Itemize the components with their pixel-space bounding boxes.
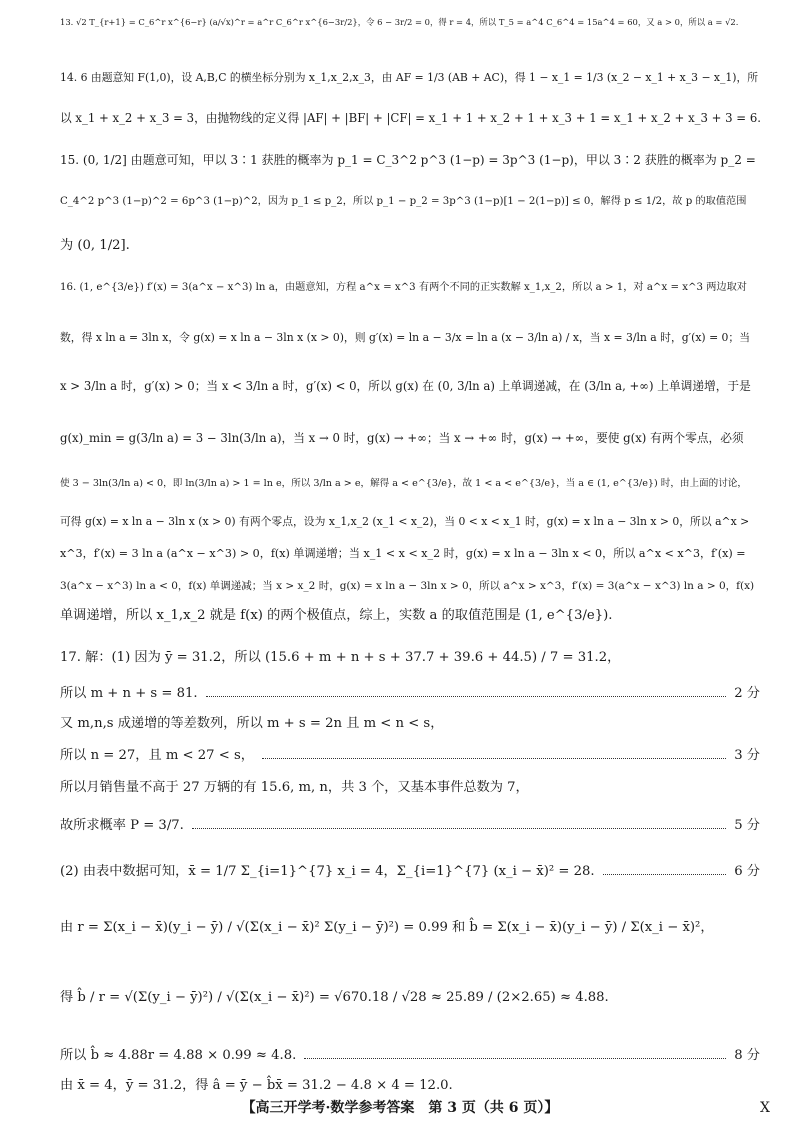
answer-16-line-4: g(x)_min = g(3/ln a) = 3 − 3ln(3/ln a)，当 x → 0 时，g(x) → +∞；当 x → +∞ 时，g(x) → +∞，要使 g(x) 有两个零点，必须 xyxy=(60,431,744,445)
answer-16-line-6: 可得 g(x) = x ln a − 3ln x (x > 0) 有两个零点，设为 x_1,x_2 (x_1 < x_2)，当 0 < x < x_1 时，g(x) = x ln a − 3ln x > 0，所以 a^x > xyxy=(60,515,750,528)
answer-16-line-9: 单调递增，所以 x_1,x_2 就是 f(x) 的两个极值点，综上，实数 a 的取值范围是 (1, e^{3/e}). xyxy=(60,608,613,623)
answer-16-line-5: 使 3 − 3ln(3/ln a) < 0，即 ln(3/ln a) > 1 = ln e，所以 3/ln a > e，解得 a < e^{3/e}，故 1 < a < e^{3/e}，当 a ∈ (1, e^{3/e}) 时，由上面的讨论， xyxy=(60,478,747,489)
dot-leader xyxy=(192,828,726,829)
answer-13: 13. √2 T_{r+1} = C_6^r x^{6−r} (a/√x)^r = a^r C_6^r x^{6−3r/2}，令 6 − 3r/2 = 0，得 r = 4，所以 T_5 = a^4 C_6^4 = 15a^4 = 60，又 a > 0，所以 a = √2. xyxy=(60,17,739,27)
answer-17-part-2: (2) 由表中数据可知，x̄ = 1/7 Σ_{i=1}^{7} x_i = 4，Σ_{i=1}^{7} (x_i − x̄)² = 28. xyxy=(60,864,595,879)
answer-16-line-1: 16. (1, e^{3/e}) f′(x) = 3(a^x − x^3) ln a，由题意知，方程 a^x = x^3 有两个不同的正实数解 x_1,x_2，所以 a > 1，对 a^x = x^3 两边取对 xyxy=(60,282,747,293)
answer-16-line-3: x > 3/ln a 时，g′(x) > 0；当 x < 3/ln a 时，g′(x) < 0，所以 g(x) 在 (0, 3/ln a) 上单调递减，在 (3/ln a, +∞) 上单调递增，于是 xyxy=(60,379,751,393)
answer-17-step-8: 所以 b̂ ≈ 4.88r = 4.88 × 0.99 ≈ 4.8. xyxy=(60,1048,297,1063)
answer-15-line-1: 15. (0, 1/2] 由题意可知，甲以 3∶1 获胜的概率为 p_1 = C_3^2 p^3 (1−p) = 3p^3 (1−p)，甲以 3∶2 获胜的概率为 p_2 = xyxy=(60,153,756,167)
score-row-2 xyxy=(60,746,760,766)
score-mark: 8 分 xyxy=(734,1048,760,1063)
dot-leader xyxy=(206,696,727,697)
score-row-1 xyxy=(60,684,760,704)
score-mark: 3 分 xyxy=(734,748,760,763)
page-footer: 【高三开学考·数学参考答案 第 3 页（共 6 页）】 xyxy=(241,1100,559,1116)
answer-17-step-2: 又 m,n,s 成递增的等差数列，所以 m + s = 2n 且 m < n < s， xyxy=(60,716,444,731)
answer-14-line-1: 14. 6 由题意知 F(1,0)，设 A,B,C 的横坐标分别为 x_1,x_2,x_3，由 AF = 1/3 (AB + AC)，得 1 − x_1 = 1/3 (x_2 − x_1 + x_3 − x_1)，所 xyxy=(60,71,759,84)
score-mark: 2 分 xyxy=(734,686,760,701)
score-row-4 xyxy=(60,862,760,882)
answer-15-line-3: 为 (0, 1/2]. xyxy=(60,238,130,253)
answer-16-line-8: 3(a^x − x^3) ln a < 0，f(x) 单调递减；当 x > x_2 时，g(x) = x ln a − 3ln x > 0，所以 a^x > x^3，f′(x) = 3(a^x − x^3) ln a > 0，f(x) xyxy=(60,580,755,592)
answer-17-step-7: 得 b̂ / r = √(Σ(y_i − ȳ)²) / √(Σ(x_i − x̄)²) = √670.18 / √28 ≈ 25.89 / (2×2.65) ≈ 4.88. xyxy=(60,990,609,1005)
score-mark: 5 分 xyxy=(734,818,760,833)
answer-17-step-4: 所以月销售量不高于 27 万辆的有 15.6, m, n，共 3 个，又基本事件总数为 7， xyxy=(60,780,529,795)
answer-17-step-3: 所以 n = 27，且 m < 27 < s， xyxy=(60,748,254,763)
answer-17-step-1: 所以 m + n + s = 81. xyxy=(60,686,198,701)
answer-17-step-5: 故所求概率 P = 3/7. xyxy=(60,818,184,833)
answer-16-line-2: 数，得 x ln a = 3ln x，令 g(x) = x ln a − 3ln x (x > 0)，则 g′(x) = ln a − 3/x = ln a (x − 3/ln a) / x，当 x = 3/ln a 时，g′(x) = 0；当 xyxy=(60,331,751,344)
score-row-5 xyxy=(60,1046,760,1066)
dot-leader xyxy=(304,1058,726,1059)
answer-15-line-2: C_4^2 p^3 (1−p)^2 = 6p^3 (1−p)^2，因为 p_1 ≤ p_2，所以 p_1 − p_2 = 3p^3 (1−p)[1 − 2(1−p)] ≤ 0，解得 p ≤ 1/2，故 p 的取值范围 xyxy=(60,196,747,207)
answer-17-step-6: 由 r = Σ(x_i − x̄)(y_i − ȳ) / √(Σ(x_i − x̄)² Σ(y_i − ȳ)²) = 0.99 和 b̂ = Σ(x_i − x̄)(y_i − ȳ) / Σ(x_i − x̄)²， xyxy=(60,920,714,935)
answer-16-line-7: x^3，f′(x) = 3 ln a (a^x − x^3) > 0，f(x) 单调递增；当 x_1 < x < x_2 时，g(x) = x ln a − 3ln x < 0，所以 a^x < x^3，f′(x) = xyxy=(60,547,746,560)
score-mark: 6 分 xyxy=(734,864,760,879)
corner-mark: X xyxy=(760,1100,770,1116)
dot-leader xyxy=(262,758,726,759)
score-row-3 xyxy=(60,816,760,836)
answer-17-line-1: 17. 解：(1) 因为 ȳ = 31.2，所以 (15.6 + m + n + s + 37.7 + 39.6 + 44.5) / 7 = 31.2， xyxy=(60,650,621,665)
answer-17-step-9: 由 x̄ = 4，ȳ = 31.2，得 â = ȳ − b̂x̄ = 31.2 − 4.8 × 4 = 12.0. xyxy=(60,1078,453,1093)
dot-leader xyxy=(603,874,727,875)
answer-14-line-2: 以 x_1 + x_2 + x_3 = 3，由抛物线的定义得 |AF| + |BF| + |CF| = x_1 + 1 + x_2 + 1 + x_3 + 1 = x_1 + x_2 + x_3 + 3 = 6. xyxy=(60,111,761,125)
